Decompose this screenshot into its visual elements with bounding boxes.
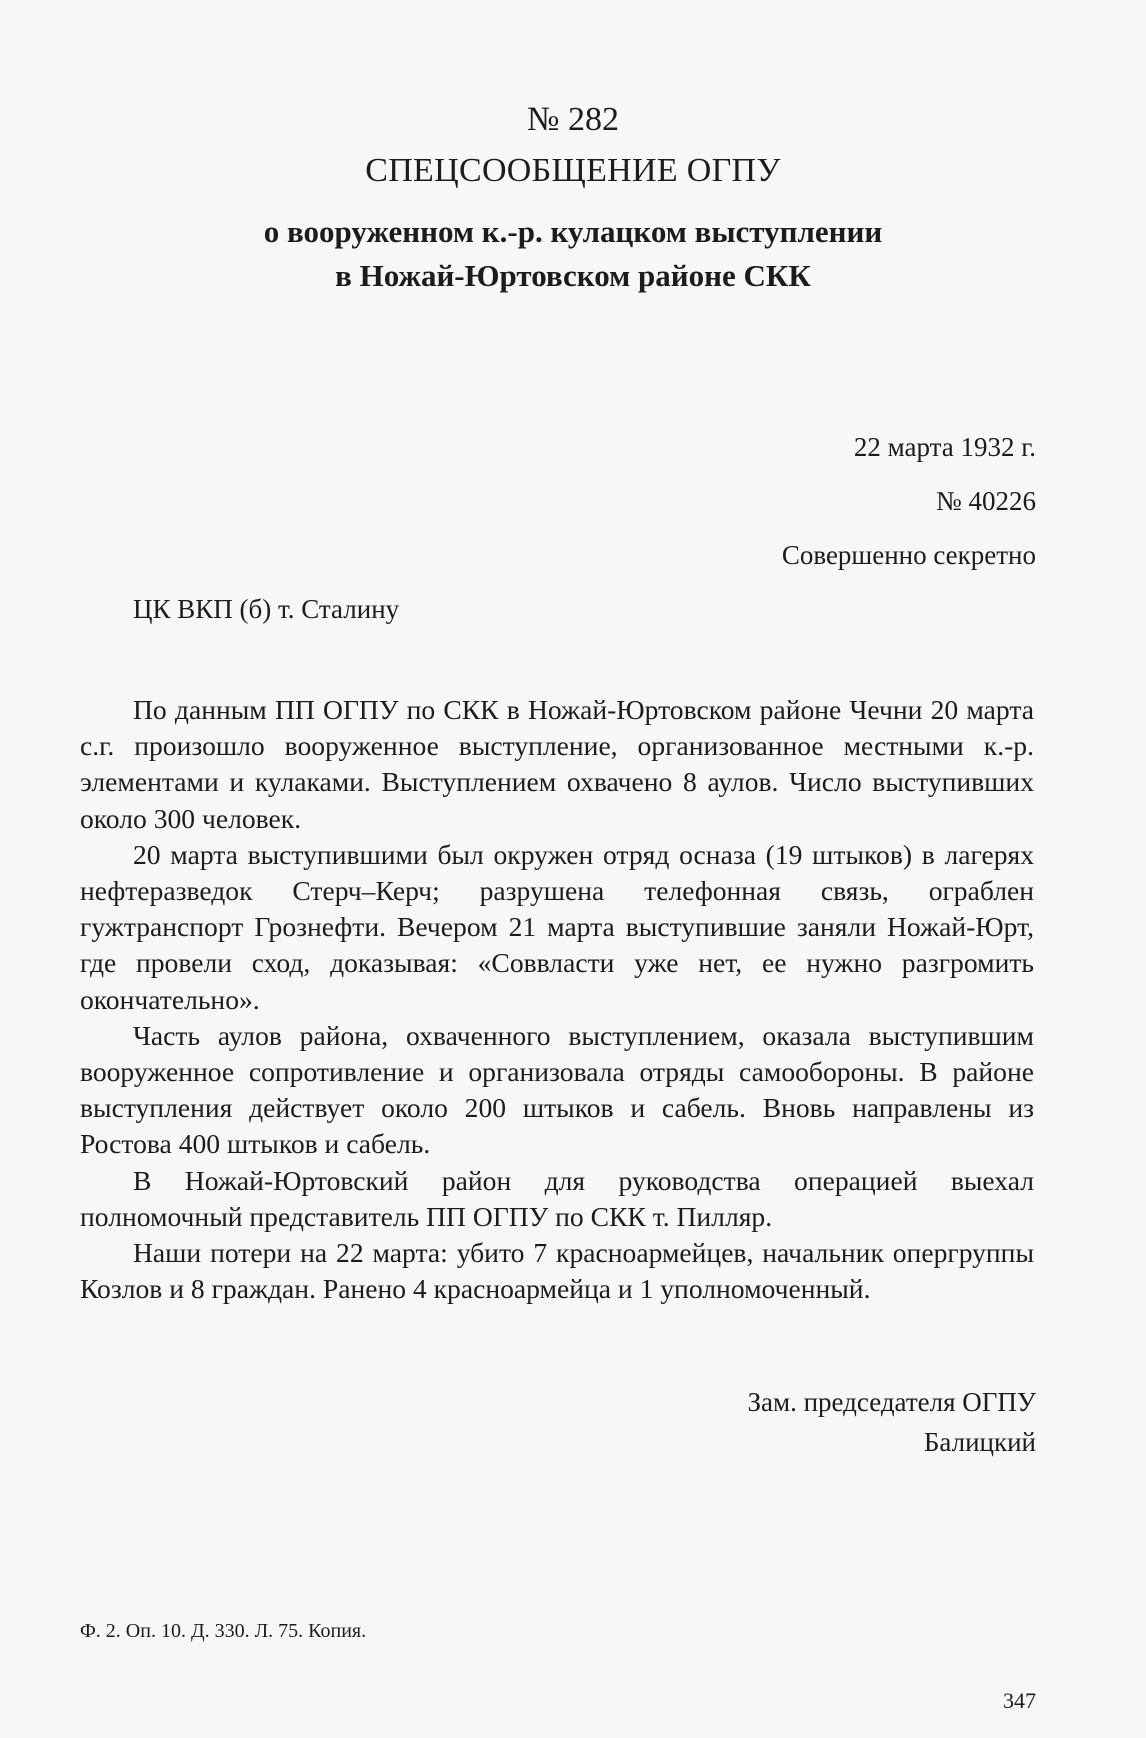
- body-paragraph: Наши потери на 22 марта: убито 7 красноармейцев, начальник опергруппы Козлов и 8 граждан. Ранено 4 красноармейца и 1 уполномоченный.: [80, 1237, 1034, 1305]
- body-paragraph: По данным ПП ОГПУ по СКК в Ножай-Юртовском районе Чечни 20 марта с.г. произошло вооруженное выступление, организованное местными к.-р. элементами и кулаками. Выступлением охвачено 8 аулов. Число выступивших около 300 человек.: [80, 694, 1034, 834]
- document-number: № 282: [527, 101, 619, 138]
- registration-number: № 40226: [935, 486, 1036, 516]
- body-paragraph: 20 марта выступившими был окружен отряд осназа (19 штыков) в лагерях нефтеразведок Стерч–Керч; разрушена телефонная связь, ограблен гужтранспорт Грознефти. Вечером 21 марта выступившие заняли Ножай-Юрт, где провели сход, доказывая: «Соввласти уже нет, ее нужно разгромить окончательно».: [80, 838, 1034, 1015]
- signer-name: Балицкий: [923, 1427, 1036, 1457]
- page-number: 347: [1003, 1688, 1036, 1713]
- body-paragraph: В Ножай-Юртовский район для руководства операцией выехал полномочный представитель ПП ОГПУ по СКК т. Пилляр.: [80, 1164, 1034, 1232]
- document-date: 22 марта 1932 г.: [853, 432, 1036, 462]
- signature-block: [747, 1382, 1036, 1462]
- classification-label: Совершенно секретно: [781, 540, 1036, 570]
- document-subtitle: [0, 210, 1146, 298]
- archive-source-note: Ф. 2. Оп. 10. Д. 330. Л. 75. Копия.: [80, 1620, 367, 1642]
- addressee: ЦК ВКП (б) т. Сталину: [133, 594, 400, 624]
- subtitle-line: о вооруженном к.-р. кулацком выступлении: [263, 214, 883, 249]
- subtitle-line: в Ножай-Юртовском районе СКК: [335, 258, 811, 293]
- signer-position: Зам. председателя ОГПУ: [747, 1387, 1036, 1417]
- document-title: СПЕЦСООБЩЕНИЕ ОГПУ: [365, 152, 781, 189]
- body-paragraph: Часть аулов района, охваченного выступлением, оказала выступившим вооруженное сопротивление и организовала отряды самообороны. В районе выступления действует около 200 штыков и сабель. Вновь направлены из Ростова 400 штыков и сабель.: [80, 1019, 1034, 1160]
- document-body: [80, 692, 1034, 1307]
- document-meta: [782, 420, 1036, 582]
